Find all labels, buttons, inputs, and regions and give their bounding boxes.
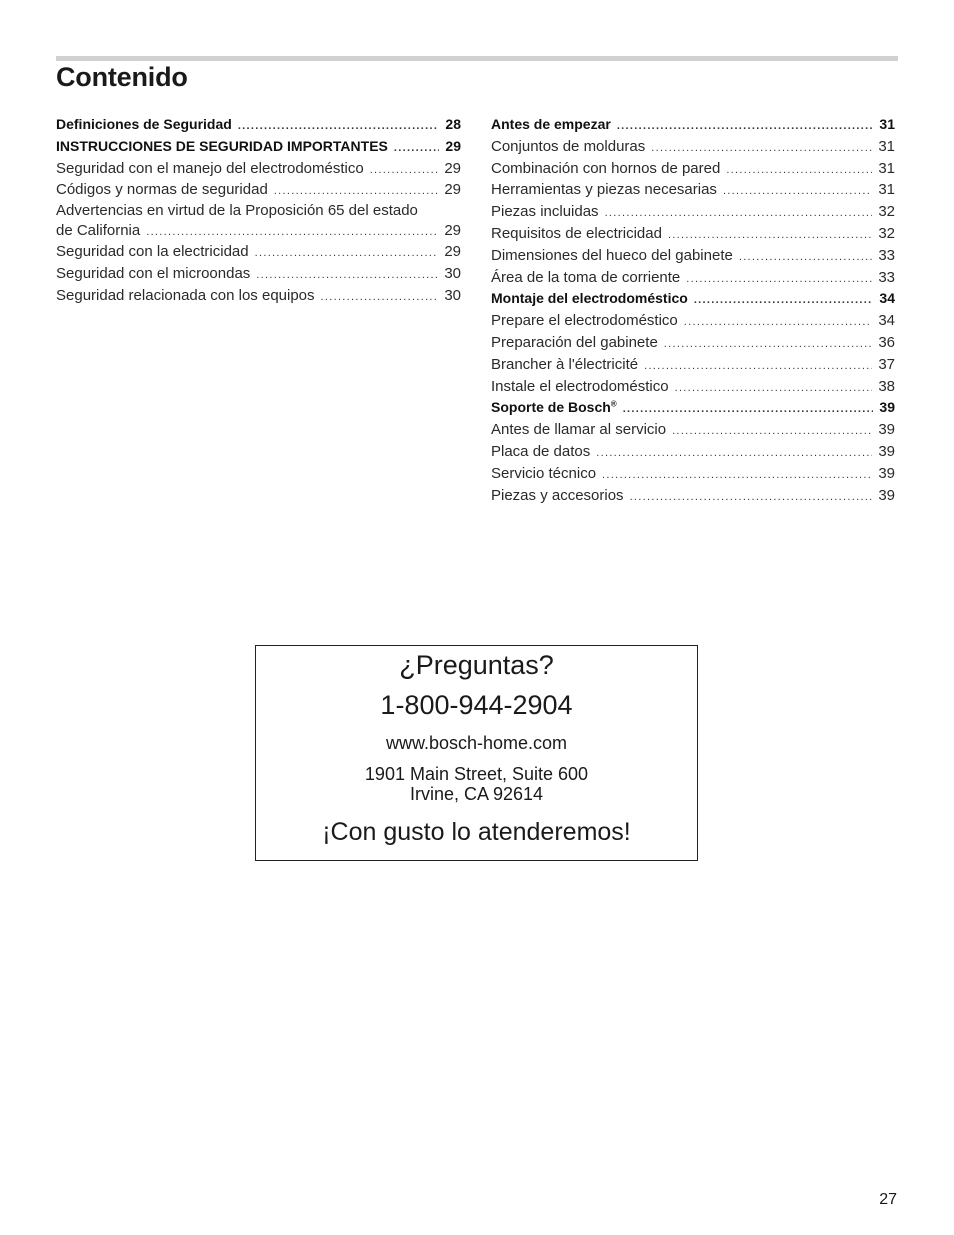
toc-entry[interactable]: [491, 441, 895, 463]
toc-leader-dots: [651, 138, 872, 160]
toc-leader-dots: [146, 222, 438, 242]
toc-entry-label: Área de la toma de corriente: [491, 268, 681, 286]
contact-box: [255, 645, 698, 861]
toc-leader-dots: [617, 116, 874, 138]
toc-entry-label: [491, 397, 617, 419]
toc-entry-label: Montaje del electrodoméstico: [491, 290, 688, 307]
toc-entry-page: 29: [445, 137, 461, 154]
toc-entry-page: 29: [444, 159, 461, 177]
toc-entry-page: 31: [878, 159, 895, 177]
toc-entry-label: Definiciones de Seguridad: [56, 116, 232, 132]
toc-leader-dots: [238, 116, 440, 138]
toc-entry-label: Antes de empezar: [491, 116, 611, 132]
toc-entry[interactable]: [491, 485, 895, 507]
toc-leader-dots: [370, 160, 439, 182]
toc-entry[interactable]: [56, 114, 461, 136]
toc-entry-label: Seguridad con el microondas: [56, 264, 251, 282]
toc-entry-page: 38: [878, 377, 895, 395]
registered-mark: ®: [610, 399, 617, 409]
toc-leader-dots: [644, 356, 872, 378]
toc-entry-page: 28: [445, 116, 461, 132]
toc-entry-page: 29: [444, 243, 461, 261]
toc-leader-dots: [672, 421, 872, 443]
toc-entry[interactable]: [491, 223, 895, 245]
toc-leader-dots: [274, 181, 439, 203]
toc-entry[interactable]: [56, 179, 461, 201]
toc-leader-dots: [694, 290, 874, 312]
toc-leader-dots: [602, 465, 872, 487]
toc-entry-label: Prepare el electrodoméstico: [491, 312, 678, 330]
toc-entry[interactable]: [56, 263, 461, 285]
toc-left-column: [56, 114, 461, 307]
toc-entry-label: Seguridad con la electricidad: [56, 243, 249, 261]
toc-leader-dots: [321, 287, 439, 309]
toc-entry[interactable]: [491, 419, 895, 441]
top-rule: [56, 56, 898, 61]
toc-entry-page: 33: [878, 268, 895, 286]
toc-entry-page: 39: [878, 464, 895, 482]
toc-entry-page: 37: [878, 355, 895, 373]
toc-entry-page: 31: [879, 116, 895, 132]
toc-entry-page: 39: [878, 421, 895, 439]
toc-entry-label: Piezas y accesorios: [491, 486, 624, 504]
toc-entry[interactable]: [491, 463, 895, 485]
toc-entry[interactable]: [491, 332, 895, 354]
toc-leader-dots: [255, 243, 439, 265]
toc-entry[interactable]: [491, 397, 895, 419]
toc-entry-label: Placa de datos: [491, 442, 591, 460]
toc-entry-page: 33: [878, 246, 895, 264]
toc-entry-label: Seguridad relacionada con los equipos: [56, 286, 315, 304]
toc-entry-label: Piezas incluidas: [491, 203, 599, 221]
toc-leader-dots: [723, 181, 872, 203]
toc-leader-dots: [256, 265, 438, 287]
toc-leader-dots: [605, 203, 873, 225]
toc-entry-page: 31: [878, 137, 895, 155]
contact-address-line1: 1901 Main Street, Suite 600: [364, 764, 589, 784]
toc-entry[interactable]: [491, 288, 895, 310]
toc-leader-dots: [739, 247, 872, 269]
toc-entry-page: 29: [444, 181, 461, 199]
toc-leader-dots: [686, 269, 872, 291]
toc-leader-dots: [668, 225, 872, 247]
toc-entry-label: Instale el electrodoméstico: [491, 377, 669, 395]
toc-entry[interactable]: [56, 241, 461, 263]
toc-entry-multiline[interactable]: [56, 201, 461, 241]
toc-entry[interactable]: [491, 114, 895, 136]
page-number: 27: [879, 1191, 897, 1208]
toc-entry[interactable]: [56, 158, 461, 180]
toc-entry[interactable]: [491, 354, 895, 376]
toc-entry-page: 36: [878, 333, 895, 351]
toc-entry[interactable]: [491, 201, 895, 223]
toc-entry-label: Brancher à l'électricité: [491, 355, 639, 373]
toc-entry[interactable]: [491, 158, 895, 180]
toc-entry-page: 30: [444, 264, 461, 282]
toc-entry-label-line1: Advertencias en virtud de la Proposición 65 del estado: [56, 202, 418, 220]
toc-leader-dots: [596, 443, 872, 465]
toc-entry-label: Servicio técnico: [491, 464, 597, 482]
toc-leader-dots: [630, 487, 873, 509]
toc-entry-page: 34: [879, 290, 895, 307]
toc-entry[interactable]: [491, 179, 895, 201]
toc-entry-page: 39: [878, 486, 895, 504]
toc-entry[interactable]: [491, 136, 895, 158]
toc-entry-label: INSTRUCCIONES DE SEGURIDAD IMPORTANTES: [56, 137, 388, 154]
toc-entry-page: 30: [444, 286, 461, 304]
toc-entry-label-text: Soporte de Bosch: [491, 399, 611, 416]
toc-entry-page: 32: [878, 224, 895, 242]
toc-leader-dots: [623, 399, 874, 421]
contact-question: ¿Preguntas?: [399, 650, 554, 680]
toc-entry[interactable]: [491, 245, 895, 267]
contact-address-line2: Irvine, CA 92614: [409, 784, 544, 804]
toc-leader-dots: [684, 312, 873, 334]
toc-entry[interactable]: [491, 267, 895, 289]
toc-entry-label: Dimensiones del hueco del gabinete: [491, 246, 733, 264]
toc-entry[interactable]: [491, 310, 895, 332]
toc-entry-line2: [56, 221, 461, 241]
toc-entry-label: de California: [56, 222, 141, 240]
toc-leader-dots: [664, 334, 873, 356]
toc-entry-page: 31: [878, 181, 895, 199]
toc-entry-page: 32: [878, 203, 895, 221]
toc-right-column: [491, 114, 895, 506]
toc-leader-dots: [675, 378, 873, 400]
toc-leader-dots: [394, 138, 440, 160]
toc-entry-page: 34: [878, 312, 895, 330]
toc-entry-label: Preparación del gabinete: [491, 333, 658, 351]
toc-entry-page: 29: [444, 222, 461, 240]
contact-website[interactable]: www.bosch-home.com: [385, 733, 568, 753]
toc-entry-label: Combinación con hornos de pared: [491, 159, 721, 177]
toc-entry-label: Códigos y normas de seguridad: [56, 181, 268, 199]
toc-entry-label: Conjuntos de molduras: [491, 137, 646, 155]
toc-entry[interactable]: [56, 285, 461, 307]
contact-closing: ¡Con gusto lo atenderemos!: [322, 818, 631, 846]
page-title: Contenido: [56, 62, 188, 92]
toc-entry-label: Antes de llamar al servicio: [491, 421, 667, 439]
toc-entry-label: Seguridad con el manejo del electrodoméstico: [56, 159, 364, 177]
toc-entry-page: 39: [878, 442, 895, 460]
toc-entry-label: Requisitos de electricidad: [491, 224, 662, 242]
toc-leader-dots: [726, 160, 872, 182]
toc-entry-label: Herramientas y piezas necesarias: [491, 181, 717, 199]
toc-entry-page: 39: [879, 399, 895, 416]
toc-entry[interactable]: [56, 136, 461, 158]
contact-phone[interactable]: 1-800-944-2904: [380, 690, 573, 720]
toc-entry[interactable]: [491, 376, 895, 398]
